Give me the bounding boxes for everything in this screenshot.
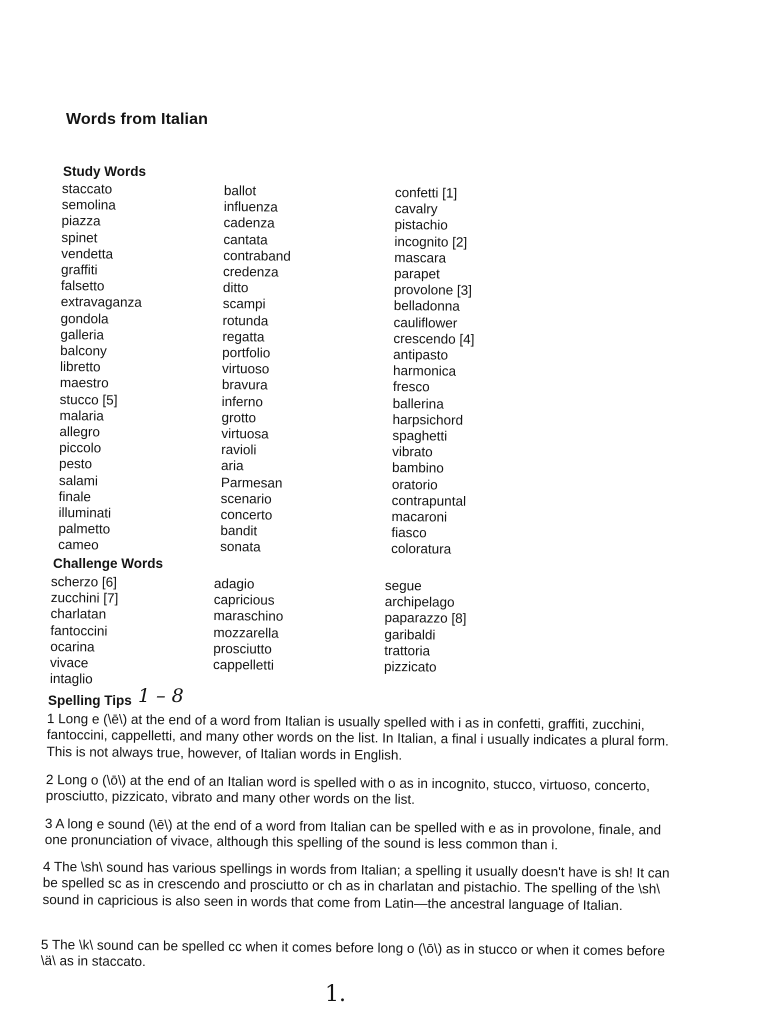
word-item: malaria — [59, 407, 104, 424]
word-item: graffiti — [60, 262, 98, 278]
word-item: grotto — [221, 409, 257, 426]
word-item: regatta — [222, 328, 265, 345]
word-item: trattoria — [384, 642, 431, 659]
word-item: archipelago — [384, 594, 455, 610]
word-item: antipasto — [393, 347, 449, 363]
study-words-column-2 — [220, 183, 291, 556]
word-item: rotunda — [222, 312, 269, 329]
word-item: pesto — [58, 456, 93, 472]
word-item: mascara — [394, 249, 447, 266]
challenge-words-column-1 — [50, 574, 119, 688]
study-words-column-1 — [58, 181, 143, 555]
word-item: cadenza — [223, 215, 275, 231]
word-item: libretto — [59, 359, 101, 375]
word-item: galleria — [60, 326, 105, 343]
word-item: confetti [1] — [394, 185, 458, 201]
word-item: aria — [220, 458, 244, 474]
word-item: bambino — [391, 460, 444, 476]
word-item: bravura — [221, 377, 268, 393]
word-item: mozzarella — [213, 624, 279, 641]
handwritten-page-number: 1. — [325, 982, 346, 1007]
word-item: parapet — [393, 266, 440, 282]
word-item: maestro — [59, 375, 109, 391]
word-item: vivace — [49, 655, 89, 671]
word-item: intaglio — [49, 671, 93, 687]
page-title: Words from Italian — [66, 111, 208, 128]
handwritten-range-note: 1 – 8 — [138, 685, 184, 707]
word-item: oratorio — [391, 476, 438, 493]
word-item: virtuosa — [221, 426, 269, 442]
word-item: crescendo [4] — [393, 330, 475, 347]
word-item: prosciutto — [213, 640, 272, 657]
word-item: cavalry — [394, 201, 438, 217]
word-item: belladonna — [393, 298, 460, 315]
word-item: cameo — [58, 537, 99, 553]
word-item: cappelletti — [212, 657, 274, 673]
word-item: sonata — [220, 539, 261, 555]
spelling-tip: 4 The \sh\ sound has various spellings in words from Italian; a spelling it usually doesn't have is sh! It can be spelled sc as in crescendo and prosciutto or ch as in charlatan and pistachio. The spelling of the \sh\ sound in capricious is also seen in words that come from Latin—the ancestral language of Italian. — [42, 859, 670, 913]
word-item: allegro — [59, 424, 100, 440]
word-item: stucco [5] — [59, 391, 118, 408]
word-item: ballot — [223, 183, 257, 199]
spelling-tip: 2 Long o (\ō\) at the end of an Italian word is spelled with o as in incognito, stucco, virtuoso, concerto, prosciutto, pizzicato, vibrato and many other words on the list. — [45, 772, 651, 808]
word-item: semolina — [61, 197, 116, 213]
word-item: scampi — [222, 296, 266, 312]
word-item: credenza — [222, 264, 279, 280]
word-item: macaroni — [391, 509, 448, 525]
word-item: balcony — [60, 343, 107, 359]
word-item: finale — [58, 488, 92, 505]
word-item: illuminati — [58, 505, 112, 521]
challenge-words-column-3 — [384, 578, 467, 676]
word-item: virtuoso — [221, 361, 270, 377]
word-item: falsetto — [60, 278, 105, 294]
challenge-words-heading: Challenge Words — [53, 556, 164, 571]
word-item: concerto — [220, 507, 273, 523]
word-item: fiasco — [391, 525, 427, 541]
word-item: bandit — [220, 523, 258, 539]
word-item: palmetto — [58, 521, 111, 537]
spelling-tip: 1 Long e (\ē\) at the end of a word from Italian is usually spelled with i as in confetti, graffiti, zucchini, fantoccini, cappelletti, and many other words on the list. In Italian, a final i usually indicates a plural form. This is not always true, however, of Italian words in English. — [46, 711, 669, 763]
word-item: extravaganza — [60, 294, 142, 311]
word-item: Parmesan — [220, 474, 283, 491]
word-item: fresco — [392, 379, 430, 395]
word-item: portfolio — [222, 345, 271, 361]
word-item: scenario — [220, 490, 272, 507]
word-item: ocarina — [50, 638, 95, 655]
word-item: ballerina — [392, 395, 444, 412]
word-item: paparazzo [8] — [384, 610, 467, 627]
word-item: charlatan — [50, 606, 107, 622]
word-item: zucchini [7] — [50, 590, 119, 606]
word-item: adagio — [213, 576, 255, 592]
word-item: scherzo [6] — [50, 574, 118, 590]
word-item: contraband — [223, 247, 291, 264]
word-item: ditto — [222, 280, 249, 296]
word-item: capricious — [213, 592, 275, 608]
word-item: maraschino — [213, 608, 284, 625]
word-item: harmonica — [392, 363, 457, 379]
word-item: inferno — [221, 393, 264, 410]
study-words-heading: Study Words — [63, 164, 147, 179]
word-item: vibrato — [392, 444, 433, 460]
study-words-column-3 — [391, 185, 476, 559]
challenge-words-column-2 — [213, 576, 284, 674]
spelling-tips-heading: Spelling Tips — [48, 693, 132, 708]
word-item: segue — [384, 578, 422, 594]
word-item: vendetta — [61, 245, 114, 262]
word-item: provolone [3] — [393, 282, 473, 299]
spelling-tip: 3 A long e sound (\ē\) at the end of a word from Italian can be spelled with e as in provolone, finale, and one pronunciation of vivace, although this spelling of the sound is less common than i. — [44, 816, 662, 853]
word-item: incognito [2] — [394, 233, 468, 250]
word-item: cantata — [223, 231, 268, 248]
word-item: salami — [58, 472, 98, 489]
word-item: ravioli — [221, 442, 257, 458]
word-item: fantoccini — [50, 622, 108, 639]
word-item: cauliflower — [393, 314, 458, 331]
word-item: influenza — [223, 199, 278, 215]
word-item: coloratura — [391, 541, 452, 558]
word-item: piazza — [61, 213, 101, 229]
word-item: staccato — [61, 181, 113, 197]
word-item: contrapuntal — [391, 492, 467, 509]
word-item: pizzicato — [383, 659, 437, 675]
word-item: spaghetti — [392, 428, 448, 444]
word-item: garibaldi — [384, 626, 436, 643]
spelling-tip: 5 The \k\ sound can be spelled cc when it comes before long o (\ō\) as in stucco or when it comes before \ä\ as in staccato. — [40, 937, 666, 970]
word-item: pistachio — [394, 217, 448, 233]
word-item: gondola — [60, 310, 109, 327]
word-item: harpsichord — [392, 411, 464, 428]
word-item: piccolo — [59, 440, 102, 456]
word-item: spinet — [61, 229, 98, 245]
